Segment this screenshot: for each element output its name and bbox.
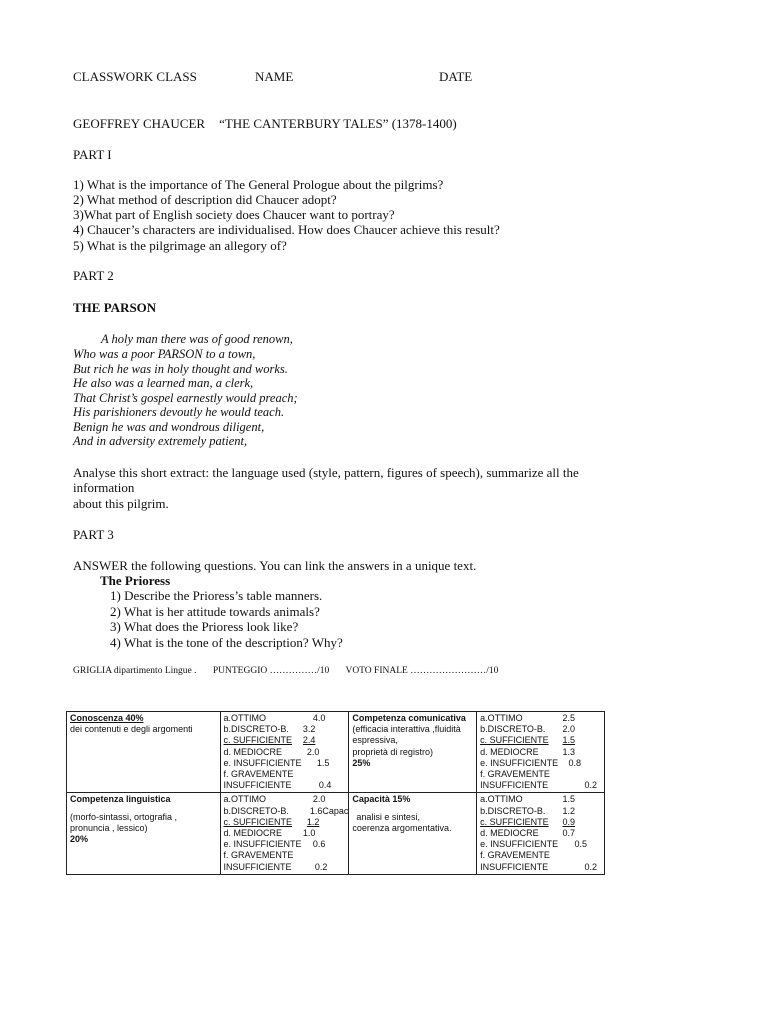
parson-heading: THE PARSON <box>73 300 157 315</box>
scale-value: 0.7 <box>562 828 575 839</box>
scale-label: b.DISCRETO-B. <box>223 724 289 735</box>
linguistica-cell <box>67 793 221 874</box>
scale-label: b.DISCRETO-B. <box>480 805 546 816</box>
scale-row <box>480 828 601 839</box>
scale-row <box>224 828 346 839</box>
scale-value: 0.9 <box>562 816 575 827</box>
scale-label: d. MEDIOCRE <box>223 746 283 757</box>
grading-table <box>66 711 605 875</box>
scale-row <box>480 758 601 769</box>
comunicativa-title: Competenza comunicativa <box>352 713 466 723</box>
scale-row <box>480 794 601 805</box>
author-name: GEOFFREY CHAUCER <box>73 116 206 131</box>
scale-value: 0.4 <box>318 780 332 791</box>
scale-row <box>223 805 349 817</box>
scale-value: 2.0 <box>562 724 575 735</box>
scale-row <box>480 806 601 817</box>
part2-task-cont: about this pilgrim. <box>73 496 169 511</box>
linguistica-title: Competenza linguistica <box>70 794 171 805</box>
capacita-desc: analisi e sintesi, <box>356 811 420 822</box>
conoscenza-desc: dei contenuti e degli argomenti <box>70 724 193 735</box>
scale-row: f. GRAVEMENTE <box>223 769 294 780</box>
linguistica-desc: (morfo-sintassi, ortografia , <box>70 811 178 822</box>
part1-question: 3)What part of English society does Chaucer want to portray? <box>73 207 395 222</box>
scale-value: 1.5 <box>562 794 575 805</box>
scale-label: INSUFFICIENTE <box>223 780 292 791</box>
part1-question: 1) What is the importance of The General Prologue about the pilgrims? <box>73 177 444 192</box>
capacita-desc: coerenza argomentativa. <box>352 822 452 833</box>
part3-question: 3) What does the Prioress look like? <box>110 619 299 634</box>
scale-label: d. MEDIOCRE <box>223 828 283 839</box>
part2-task-cont: information <box>73 480 135 495</box>
scale-value: 1.0 <box>302 828 316 839</box>
scale-row <box>480 713 601 724</box>
scale-value: 0.6 <box>312 839 326 850</box>
scale-label: a.OTTIMO <box>223 713 267 723</box>
scale-row: f. GRAVEMENTE <box>223 850 294 861</box>
part2-task: Analyse this short extract: the language used (style, pattern, figures of speech), summarize all the <box>73 465 579 480</box>
poem-line: Benign he was and wondrous diligent, <box>73 420 265 434</box>
poem-line: He also was a learned man, a clerk, <box>73 376 254 390</box>
scale-label: a.OTTIMO <box>480 713 523 723</box>
classwork-label: CLASSWORK CLASS <box>73 69 197 84</box>
scale-label: e. INSUFFICIENTE <box>480 757 559 768</box>
scale-row <box>224 713 346 724</box>
scale-value: 4.0 <box>312 713 326 723</box>
scale-row <box>224 862 346 873</box>
work-title: “THE CANTERBURY TALES” (1378-1400) <box>219 116 457 131</box>
prioress-heading: The Prioress <box>100 573 171 588</box>
scale-row <box>480 747 601 758</box>
scale-label: b.DISCRETO-B. <box>223 805 289 816</box>
conoscenza-title: Conoscenza 40% <box>70 713 144 723</box>
voto-finale-field: VOTO FINALE ……………………/10 <box>345 666 499 676</box>
linguistica-desc: pronuncia , lessico) <box>70 822 148 833</box>
scale-value: 2.5 <box>562 713 575 723</box>
scale-value: 1.3 <box>562 746 575 757</box>
linguistica-pct: 20% <box>70 834 89 845</box>
part1-heading: PART I <box>73 147 112 162</box>
scale-row <box>480 780 601 791</box>
scale-row <box>224 817 346 828</box>
scale-label: a.OTTIMO <box>480 794 523 805</box>
part3-question: 4) What is the tone of the description? Why? <box>110 635 343 650</box>
scale-value: 0.2 <box>584 780 597 791</box>
capacita-title: Capacità 15% <box>352 794 411 805</box>
part3-question: 2) What is her attitude towards animals? <box>110 604 320 619</box>
scale-label: d. MEDIOCRE <box>480 828 539 839</box>
comunicativa-desc: (efficacia interattiva ,fluidità <box>352 724 461 735</box>
scale-row <box>224 758 346 769</box>
griglia-line <box>73 666 512 676</box>
conoscenza-cell <box>67 712 221 793</box>
table-row <box>67 793 605 874</box>
scale-label: e. INSUFFICIENTE <box>223 839 302 850</box>
part1-question: 5) What is the pilgrimage an allegory of? <box>73 238 287 253</box>
scale-value: 0.2 <box>314 861 328 872</box>
scale-label: INSUFFICIENTE <box>480 780 549 791</box>
scale-label: b.DISCRETO-B. <box>480 724 546 735</box>
scale-row <box>480 839 601 850</box>
scale-label: c. SUFFICIENTE <box>480 735 549 746</box>
scale-label: e. INSUFFICIENTE <box>223 757 302 768</box>
scale-value: 0.2 <box>584 861 597 872</box>
name-label: NAME <box>255 69 294 84</box>
scale-row <box>480 817 601 828</box>
part3-heading: PART 3 <box>73 527 114 542</box>
scale-label: a.OTTIMO <box>223 794 267 805</box>
scale-value: 2.4 <box>302 735 316 746</box>
comunicativa-pct: 25% <box>352 757 371 768</box>
punteggio-field: PUNTEGGIO ……………/10 <box>212 666 330 676</box>
comunicativa-cell <box>349 712 477 793</box>
table-row <box>67 712 605 793</box>
scale-label: c. SUFFICIENTE <box>223 735 293 746</box>
scale-row: f. GRAVEMENTE <box>480 850 550 861</box>
part2-heading: PART 2 <box>73 268 114 283</box>
scale-row <box>224 839 346 850</box>
scale-cell <box>220 793 349 874</box>
scale-row <box>224 747 346 758</box>
scale-value: 1.6Capac <box>309 805 349 816</box>
part3-question: 1) Describe the Prioress’s table manners. <box>110 588 323 603</box>
poem-line: That Christ’s gospel earnestly would preach; <box>73 391 298 405</box>
scale-value: 1.2 <box>306 816 320 827</box>
comunicativa-desc: espressiva, <box>352 735 398 746</box>
poem-line: A holy man there was of good renown, <box>101 332 293 346</box>
scale-row <box>480 724 601 735</box>
scale-label: c. SUFFICIENTE <box>223 816 293 827</box>
scale-value: 2.0 <box>306 746 320 757</box>
part1-question: 4) Chaucer’s characters are individualised. How does Chaucer achieve this result? <box>73 222 500 237</box>
page-title <box>73 116 457 131</box>
scale-row <box>224 780 346 791</box>
scale-row: f. GRAVEMENTE <box>480 769 550 780</box>
scale-row <box>224 724 346 735</box>
scale-row <box>224 735 346 746</box>
capacita-cell <box>349 793 477 874</box>
scale-row <box>224 794 346 805</box>
scale-cell <box>220 712 349 793</box>
scale-cell <box>477 712 605 793</box>
part3-instruction: ANSWER the following questions. You can link the answers in a unique text. <box>73 558 477 573</box>
scale-label: INSUFFICIENTE <box>480 861 549 872</box>
comunicativa-desc: proprietà di registro) <box>352 746 433 757</box>
part1-question: 2) What method of description did Chaucer adopt? <box>73 192 337 207</box>
date-label: DATE <box>439 69 473 84</box>
scale-label: c. SUFFICIENTE <box>480 816 549 827</box>
poem-line: And in adversity extremely patient, <box>73 434 248 448</box>
scale-value: 1.5 <box>316 757 330 768</box>
poem-line: But rich he was in holy thought and works. <box>73 362 288 376</box>
scale-label: e. INSUFFICIENTE <box>480 839 559 850</box>
scale-value: 0.5 <box>574 839 587 850</box>
scale-row <box>480 735 601 746</box>
poem-line: Who was a poor PARSON to a town, <box>73 347 256 361</box>
griglia-label: GRIGLIA dipartimento Lingue . <box>73 666 197 676</box>
scale-value: 1.2 <box>562 805 575 816</box>
scale-row <box>480 862 601 873</box>
scale-value: 0.8 <box>568 757 581 768</box>
scale-label: INSUFFICIENTE <box>223 861 292 872</box>
scale-value: 1.5 <box>562 735 575 746</box>
scale-cell <box>477 793 605 874</box>
scale-label: d. MEDIOCRE <box>480 746 539 757</box>
scale-value: 2.0 <box>312 794 326 805</box>
scale-value: 3.2 <box>302 724 316 735</box>
poem-line: His parishioners devoutly he would teach. <box>73 405 285 419</box>
